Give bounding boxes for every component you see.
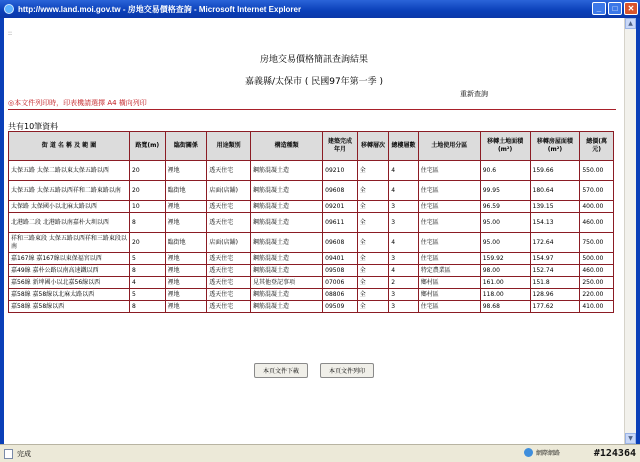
table-cell: 透天住宅 <box>207 301 250 312</box>
close-button[interactable]: ✕ <box>624 2 638 15</box>
table-cell: 09508 <box>323 265 357 276</box>
table-cell: 20 <box>130 161 165 180</box>
table-cell: 8 <box>130 213 165 232</box>
table-cell: 95.00 <box>481 233 530 252</box>
table-cell: 96.59 <box>481 201 530 212</box>
table-cell: 3 <box>389 201 417 212</box>
table-cell: 全 <box>358 301 389 312</box>
table-cell: 鋼筋混凝土造 <box>251 201 322 212</box>
table-cell: 8 <box>130 301 165 312</box>
table-cell: 透天住宅 <box>207 289 250 300</box>
table-cell: 鋼筋混凝土造 <box>251 233 322 252</box>
table-row <box>9 201 613 212</box>
table-cell: 500.00 <box>580 253 613 264</box>
divider <box>8 109 616 110</box>
table-cell: 460.00 <box>580 265 613 276</box>
table-cell: 159.66 <box>531 161 580 180</box>
top-link[interactable]: :: <box>8 30 13 37</box>
table-cell: 見其他登記事項 <box>251 277 322 288</box>
table-cell: 太保路 太保國小以北麻太路以西 <box>9 201 129 212</box>
table-cell: 09201 <box>323 201 357 212</box>
table-cell: 住宅區 <box>419 301 480 312</box>
table-cell: 159.92 <box>481 253 530 264</box>
table-cell: 全 <box>358 277 389 288</box>
table-cell: 鋼筋混凝土造 <box>251 265 322 276</box>
table-cell: 全 <box>358 201 389 212</box>
table-cell: 09611 <box>323 213 357 232</box>
download-button[interactable]: 本頁文件下載 <box>254 363 308 378</box>
table-cell: 20 <box>130 181 165 200</box>
watermark: #124364 <box>593 448 636 459</box>
table-cell: 09608 <box>323 181 357 200</box>
header-frontage: 臨街關係 <box>166 132 207 160</box>
table-cell: 139.15 <box>531 201 580 212</box>
table-cell: 3 <box>389 213 417 232</box>
table-cell: 5 <box>130 253 165 264</box>
table-cell: 店面(店鋪) <box>207 181 250 200</box>
table-cell: 07006 <box>323 277 357 288</box>
vertical-scrollbar[interactable] <box>624 18 636 444</box>
table-cell: 177.62 <box>531 301 580 312</box>
table-cell: 09210 <box>323 161 357 180</box>
table-cell: 裡地 <box>166 301 207 312</box>
table-cell: 10 <box>130 201 165 212</box>
refresh-link[interactable]: 重新查詢 <box>460 90 488 98</box>
table-cell: 08806 <box>323 289 357 300</box>
table-cell: 透天住宅 <box>207 213 250 232</box>
window-titlebar <box>0 0 640 18</box>
window-frame-right <box>636 18 640 452</box>
table-cell: 180.64 <box>531 181 580 200</box>
table-cell: 太保五路 太保五路以西祥和二路東路以南 <box>9 181 129 200</box>
table-cell: 裡地 <box>166 161 207 180</box>
table-cell: 98.68 <box>481 301 530 312</box>
table-cell: 店面(店鋪) <box>207 233 250 252</box>
table-cell: 北港路二段 北港路以南嘉朴大圳以西 <box>9 213 129 232</box>
table-cell: 住宅區 <box>419 253 480 264</box>
table-cell: 151.8 <box>531 277 580 288</box>
table-cell: 鋼筋混凝土造 <box>251 253 322 264</box>
table-cell: 臨街地 <box>166 233 207 252</box>
table-cell: 152.74 <box>531 265 580 276</box>
table-body <box>9 161 613 312</box>
window-controls <box>592 2 638 15</box>
table-cell: 09401 <box>323 253 357 264</box>
table-cell: 鋼筋混凝土造 <box>251 289 322 300</box>
table-cell: 裡地 <box>166 201 207 212</box>
table-row <box>9 301 613 312</box>
table-cell: 161.00 <box>481 277 530 288</box>
table-cell: 4 <box>389 233 417 252</box>
table-cell: 住宅區 <box>419 181 480 200</box>
table-cell: 550.00 <box>580 161 613 180</box>
table-cell: 裡地 <box>166 213 207 232</box>
table-cell: 住宅區 <box>419 201 480 212</box>
table-row <box>9 213 613 232</box>
page-done-icon <box>4 449 13 459</box>
action-buttons <box>4 363 624 378</box>
results-table <box>8 131 614 313</box>
table-cell: 4 <box>389 265 417 276</box>
table-cell: 裡地 <box>166 289 207 300</box>
table-cell: 鋼筋混凝土造 <box>251 301 322 312</box>
minimize-button[interactable]: _ <box>592 2 606 15</box>
table-cell: 09509 <box>323 301 357 312</box>
table-cell: 住宅區 <box>419 233 480 252</box>
ie-icon <box>4 4 14 14</box>
table-cell: 全 <box>358 289 389 300</box>
table-row <box>9 277 613 288</box>
table-cell: 裡地 <box>166 265 207 276</box>
table-cell: 4 <box>130 277 165 288</box>
table-cell: 透天住宅 <box>207 277 250 288</box>
table-cell: 臨街地 <box>166 181 207 200</box>
maximize-button[interactable]: □ <box>608 2 622 15</box>
table-cell: 750.00 <box>580 233 613 252</box>
table-cell: 嘉56線 新埤國小以北嘉56線以西 <box>9 277 129 288</box>
scroll-down-arrow-icon[interactable]: ▼ <box>625 433 636 444</box>
globe-icon <box>524 448 533 457</box>
table-cell: 住宅區 <box>419 161 480 180</box>
table-cell: 118.00 <box>481 289 530 300</box>
zone-indicator <box>524 448 560 457</box>
table-cell: 鋼筋混凝土造 <box>251 161 322 180</box>
print-button[interactable]: 本頁文件列印 <box>320 363 374 378</box>
table-cell: 410.00 <box>580 301 613 312</box>
header-built-date: 建築完成年月 <box>323 132 357 160</box>
table-cell: 全 <box>358 233 389 252</box>
table-cell: 全 <box>358 181 389 200</box>
table-row <box>9 289 613 300</box>
table-cell: 嘉49線 嘉朴公路以南高速鐵以西 <box>9 265 129 276</box>
header-total-price: 總價(萬元) <box>580 132 613 160</box>
table-row <box>9 233 613 252</box>
table-cell: 透天住宅 <box>207 161 250 180</box>
table-cell: 3 <box>389 289 417 300</box>
table-cell: 570.00 <box>580 181 613 200</box>
table-cell: 鋼筋混凝土造 <box>251 213 322 232</box>
header-zoning: 土地使用分區 <box>419 132 480 160</box>
table-cell: 400.00 <box>580 201 613 212</box>
table-cell: 透天住宅 <box>207 265 250 276</box>
header-road-width: 路寬(m) <box>130 132 165 160</box>
table-row <box>9 161 613 180</box>
table-cell: 4 <box>389 161 417 180</box>
table-cell: 460.00 <box>580 213 613 232</box>
table-cell: 5 <box>130 289 165 300</box>
table-cell: 90.6 <box>481 161 530 180</box>
table-cell: 128.96 <box>531 289 580 300</box>
record-count: 共有10筆資料 <box>8 122 59 131</box>
table-cell: 8 <box>130 265 165 276</box>
table-cell: 透天住宅 <box>207 253 250 264</box>
table-cell: 透天住宅 <box>207 201 250 212</box>
status-bar <box>0 444 640 462</box>
header-street: 街 道 名 稱 及 範 圍 <box>9 132 129 160</box>
table-cell: 99.95 <box>481 181 530 200</box>
table-cell: 09608 <box>323 233 357 252</box>
table-cell: 嘉58線 嘉58線以北麻太路以西 <box>9 289 129 300</box>
table-cell: 住宅區 <box>419 213 480 232</box>
table-cell: 鄉村區 <box>419 277 480 288</box>
table-cell: 太保五路 太保二路以東太保五路以西 <box>9 161 129 180</box>
table-row <box>9 265 613 276</box>
table-cell: 3 <box>389 253 417 264</box>
table-cell: 裡地 <box>166 277 207 288</box>
table-row <box>9 253 613 264</box>
table-cell: 4 <box>389 181 417 200</box>
table-cell: 98.00 <box>481 265 530 276</box>
zone-text: 網際網路 <box>535 450 560 457</box>
table-cell: 全 <box>358 253 389 264</box>
table-cell: 嘉167線 嘉167線以東保福宮以西 <box>9 253 129 264</box>
status-text: 完成 <box>17 449 31 458</box>
table-cell: 154.97 <box>531 253 580 264</box>
table-cell: 祥和三路東段 太保五路以西祥和三路東段以南 <box>9 233 129 252</box>
table-cell: 鄉村區 <box>419 289 480 300</box>
table-cell: 全 <box>358 161 389 180</box>
table-cell: 3 <box>389 301 417 312</box>
window-title: http://www.land.moi.gov.tw - 房地交易價格查詢 - Microsoft Internet Explorer <box>18 4 302 14</box>
table-cell: 95.00 <box>481 213 530 232</box>
page-subtitle: 嘉義縣/太保市 ( 民國97年第一季 ) <box>244 77 384 87</box>
table-cell: 特定農業區 <box>419 265 480 276</box>
header-floor: 移轉層次 <box>358 132 389 160</box>
table-cell: 154.13 <box>531 213 580 232</box>
table-cell: 20 <box>130 233 165 252</box>
table-header-row <box>9 132 613 160</box>
header-usage: 用途類別 <box>207 132 250 160</box>
table-cell: 250.00 <box>580 277 613 288</box>
page-content <box>4 18 636 444</box>
header-building-area: 移轉房屋面積(m²) <box>531 132 580 160</box>
table-row <box>9 181 613 200</box>
table-cell: 嘉58線 嘉58線以西 <box>9 301 129 312</box>
table-cell: 172.64 <box>531 233 580 252</box>
table-cell: 鋼筋混凝土造 <box>251 181 322 200</box>
table-cell: 全 <box>358 265 389 276</box>
table-cell: 220.00 <box>580 289 613 300</box>
page-title: 房地交易價格簡訊查詢結果 <box>259 55 368 65</box>
scroll-up-arrow-icon[interactable]: ▲ <box>625 18 636 29</box>
print-note: ◎本文件列印時，印表機請選擇 A4 橫向列印 <box>8 99 147 107</box>
table-cell: 全 <box>358 213 389 232</box>
header-land-area: 移轉土地面積(m²) <box>481 132 530 160</box>
table-cell: 裡地 <box>166 253 207 264</box>
header-total-floors: 總樓層數 <box>389 132 417 160</box>
header-structure: 構造種類 <box>251 132 322 160</box>
table-cell: 2 <box>389 277 417 288</box>
